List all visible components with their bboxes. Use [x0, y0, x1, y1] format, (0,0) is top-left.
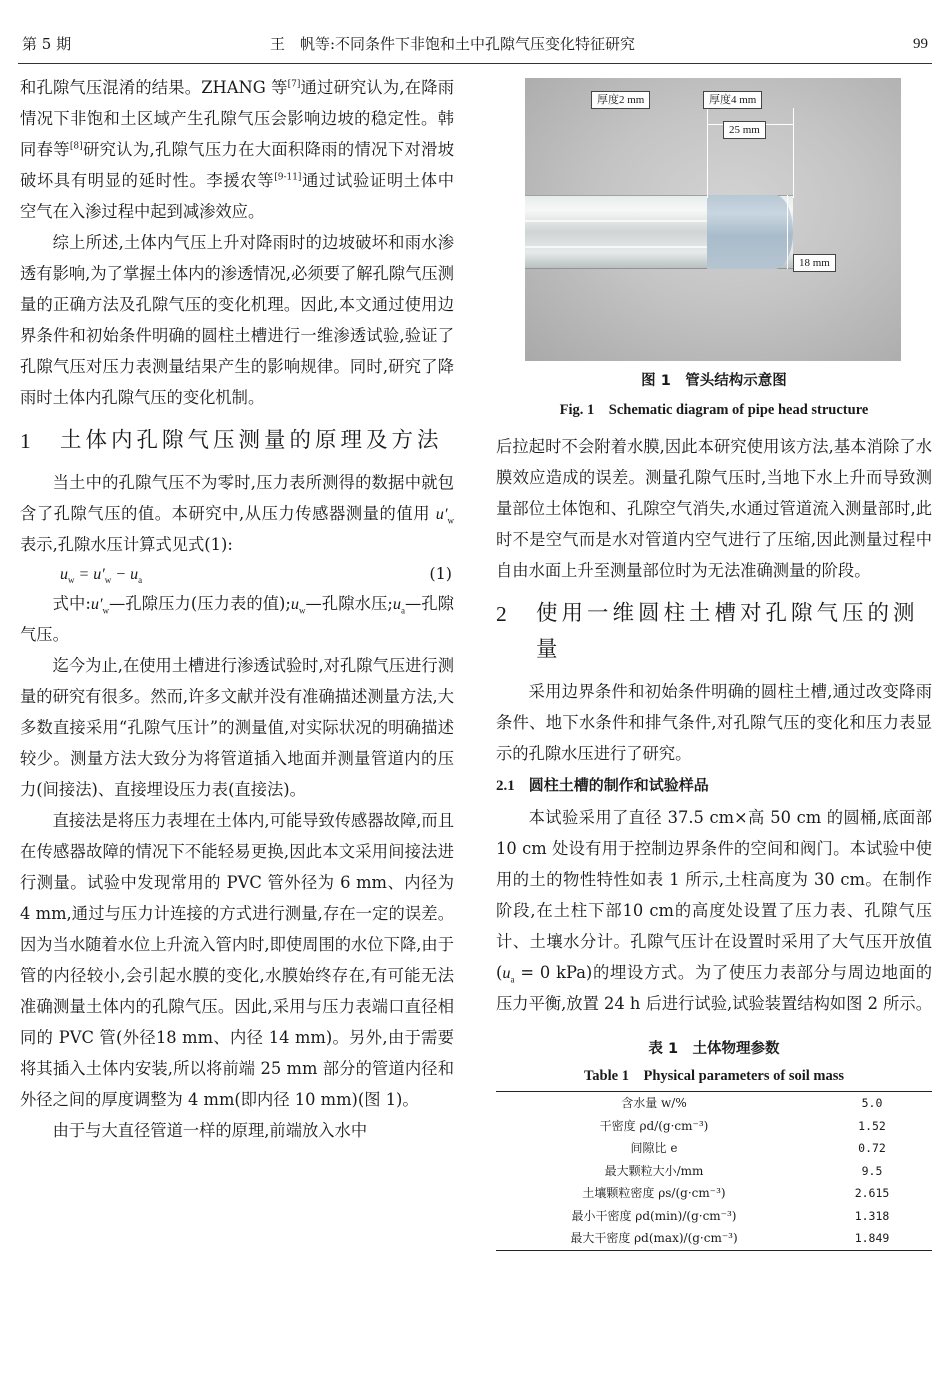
property-value: 1.52 — [858, 1118, 886, 1133]
paragraph-indirect-method: 直接法是将压力表埋在土体内,可能导致传感器故障,而且在传感器故障的情况下不能轻易更换,因此本文采用间接法进行测量。试验中发现常用的 PVC 管外径为 6 mm、内径为 4 mm,通过与压力计连接的方式进行测量,存在一定的误差。因为当水随着水位上升流入管内时,即使周围的水位下降,由于管的内径较小,会引起水膜的变化,水膜始终存在,有可能无法准确测量土体内的孔隙气压。因此,采用与压力表端口直径相同的 PVC 管(外径18 mm、内径 14 mm)。另外,由于需要将其插入土体内安装,所以将前端 25 mm 部分的管道内径和外径之间的厚度调整为 4 mm(即内径 10 mm)(图 1)。 — [20, 811, 454, 1109]
header-rule — [18, 63, 932, 64]
table-caption-cn: 表 1 土体物理参数 — [648, 1041, 780, 1057]
figure-1 — [496, 78, 932, 421]
property-value: 2.615 — [854, 1186, 890, 1200]
subsection-title: 圆柱土槽的制作和试验样品 — [528, 776, 709, 794]
figure-caption-cn: 图 1 管头结构示意图 — [641, 373, 787, 389]
issue-label: 第 5 期 — [22, 35, 72, 53]
property-name: 间隙比 e — [630, 1141, 678, 1155]
table-row — [496, 1092, 932, 1115]
running-header — [0, 0, 950, 62]
pipe-head — [707, 195, 793, 269]
paragraph-water-film: 后拉起时不会附着水膜,因此本研究使用该方法,基本消除了水膜效应造成的误差。测量孔隙气压时,当地下水上升而导致测量部位土体饱和、孔隙空气消失,水通过管道流入测量部时,此时不是空气而是水对管道内空气进行了压缩,因此测量过程中自由水面上升至测量部位时为无法准确测量的阶段。 — [496, 437, 932, 580]
paragraph-symbol-definitions: 式中$:u'_w—$孔隙压力(压力表的值)$;u_w—$孔隙水压$;u_a—$孔隙气压。 — [20, 594, 454, 644]
label-length-25mm: 25 mm — [723, 121, 766, 139]
table-row — [496, 1227, 932, 1250]
soil-properties-table — [496, 1091, 932, 1251]
paragraph-methods-review: 迄今为止,在使用土槽进行渗透试验时,对孔隙气压进行测量的研究有很多。然而,许多文献并没有准确描述测量方法,大多数直接采用“孔隙气压计”的测量值,对实际状况的明确描述较少。测量方法大致分为将管道插入地面并测量管道内的压力(间接法)、直接埋设压力表(直接法)。 — [20, 656, 454, 799]
paragraph-summary: 综上所述,土体内气压上升对降雨时的边坡破坏和雨水渗透有影响,为了掌握土体内的渗透情况,必须要了解孔隙气压测量的正确方法及孔隙气压的变化机理。因此,本文通过使用边界条件和初始条件明确的圆柱土槽进行一维渗透试验,验证了孔隙气压对压力表测量结果产生的影响规律。同时,研究了降雨时土体内孔隙气压的变化机制。 — [20, 233, 454, 407]
section-number: 2 — [496, 602, 511, 626]
figure-caption-en: Fig. 1 Schematic diagram of pipe head structure — [559, 402, 869, 418]
paragraph-soil-column-intro: 采用边界条件和初始条件明确的圆柱土槽,通过改变降雨条件、地下水条件和排气条件,对孔隙气压的变化和压力表显示的孔隙水压进行了研究。 — [496, 682, 932, 763]
right-column — [496, 66, 932, 1251]
subsection-heading-2-1 — [496, 771, 932, 800]
property-name: 最小干密度 ρd(min)/(g·cm⁻³) — [571, 1208, 737, 1223]
label-thickness-4mm: 厚度4 mm — [703, 91, 762, 109]
label-diameter-18mm: 18 mm — [793, 254, 836, 272]
property-value: 1.318 — [854, 1208, 890, 1223]
table-row — [496, 1115, 932, 1138]
equation-number: (1) — [429, 564, 452, 583]
table-row — [496, 1182, 932, 1205]
subsection-number: 2.1 — [496, 778, 515, 794]
property-value: 9.5 — [861, 1163, 883, 1178]
running-title: 王 帆等:不同条件下非饱和土中孔隙气压变化特征研究 — [270, 35, 636, 53]
property-name: 含水量 w/% — [496, 1092, 812, 1115]
property-value: 1.849 — [812, 1227, 932, 1250]
paragraph-continuation-start: 由于与大直径管道一样的原理,前端放入水中 — [52, 1121, 368, 1140]
citation-7[interactable]: [7] — [287, 79, 301, 90]
section-title: 使用一维圆柱土槽对孔隙气压的测量 — [536, 601, 919, 662]
section-title: 土体内孔隙气压测量的原理及方法 — [60, 428, 443, 453]
property-name: 最大干密度 ρd(max)/(g·cm⁻³) — [496, 1227, 812, 1250]
label-thickness-2mm: 厚度2 mm — [591, 91, 650, 109]
pipe-head-photo — [525, 78, 901, 361]
citation-8[interactable]: [8] — [69, 141, 83, 152]
table-row — [496, 1205, 932, 1228]
section-number: 1 — [20, 429, 35, 453]
paragraph-test-setup: 本试验采用了直径 37.5 cm×高 50 cm 的圆桶,底面部 10 cm 处设有用于控制边界条件的空间和阀门。本试验中使用的土的物性特性如表 1 所示,土柱高度为 30 cm。在制作阶段,在土柱下部10 cm的高度处设置了压力表、孔隙气压计、土壤水分计。孔隙气压计在设置时采用了大气压开放值($u_a = 0$ kPa)的埋设方式。为了使压力表部分与周边地面的压力平衡,放置 24 h 后进行试验,试验装置结构如图 2 所示。 — [496, 808, 932, 1013]
paragraph-intro-refs: 和孔隙气压混淆的结果。ZHANG 等[7]通过研究认为,在降雨情况下非饱和土区域产生孔隙气压会影响边坡的稳定性。韩同春等[8]研究认为,孔隙气压力在大面积降雨的情况下对滑坡破坏具有明显的延时性。李援农等[9-11]通过试验证明土体中空气在入渗过程中起到减渗效应。 — [20, 78, 454, 221]
property-name: 干密度 ρd/(g·cm⁻³) — [599, 1118, 709, 1133]
property-name: 土壤颗粒密度 ρs/(g·cm⁻³) — [582, 1186, 726, 1200]
equation-1: $u_w = u'_w - u_a$ (1) — [20, 560, 454, 588]
citation-9-11[interactable]: [9-11] — [274, 172, 302, 183]
property-value: 5.0 — [812, 1092, 932, 1115]
property-name: 最大颗粒大小/mm — [604, 1163, 704, 1178]
table-row — [496, 1160, 932, 1183]
table-row — [496, 1137, 932, 1160]
paragraph-measurement-principle: 当土中的孔隙气压不为零时,压力表所测得的数据中就包含了孔隙气压的值。本研究中,从压力传感器测量的值用 $u'_w$ 表示,孔隙水压计算式见式(1): — [20, 473, 454, 554]
property-value: 0.72 — [858, 1141, 886, 1155]
section-heading-1 — [20, 423, 454, 459]
page-number: 99 — [913, 36, 928, 52]
section-heading-2 — [496, 596, 932, 668]
left-column — [20, 72, 454, 1146]
table-caption-en: Table 1 Physical parameters of soil mass — [583, 1068, 845, 1084]
